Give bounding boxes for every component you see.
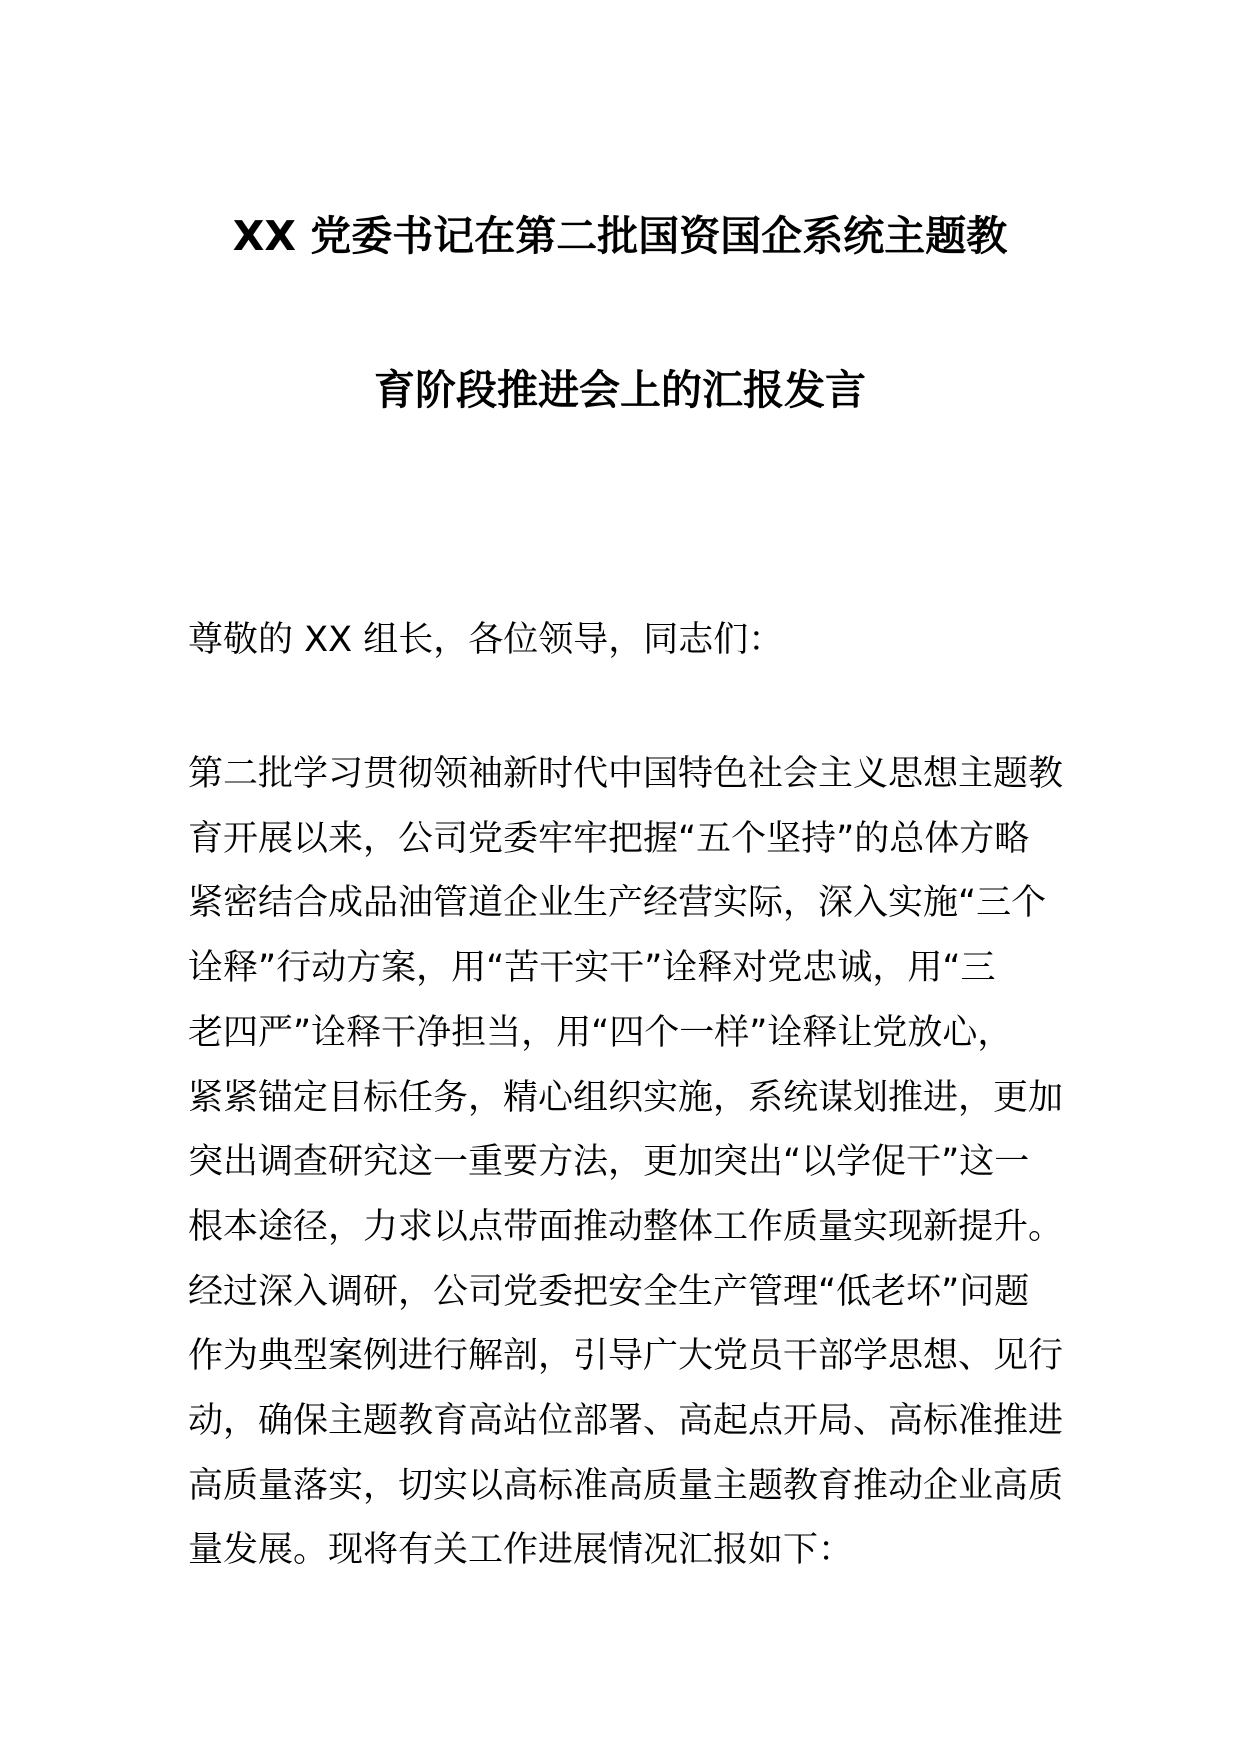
paragraph-line: 紧密结合成品油管道企业生产经营实际，深入实施“三个	[188, 883, 1047, 924]
paragraph-line: 量发展。现将有关工作进展情况汇报如下：	[188, 1530, 854, 1571]
paragraph-line: 突出调查研究这一重要方法，更加突出“以学促干”这一	[188, 1142, 1030, 1183]
paragraph-line: 根本途径，力求以点带面推动整体工作质量实现新提升。	[188, 1206, 1064, 1247]
body-paragraph	[188, 742, 1064, 1582]
paragraph-line: 第二批学习贯彻领袖新时代中国特色社会主义思想主题教	[188, 754, 1064, 794]
paragraph-line: 高质量落实，切实以高标准高质量主题教育推动企业高质	[188, 1465, 1064, 1506]
salutation: 尊敬的 XX 组长，各位领导，同志们：	[188, 620, 784, 660]
document-title-line-2: 育阶段推进会上的汇报发言	[374, 366, 866, 414]
paragraph-line: 紧紧锚定目标任务，精心组织实施，系统谋划推进，更加	[188, 1077, 1064, 1118]
document-title-line-1: XX 党委书记在第二批国资国企系统主题教	[232, 212, 1008, 260]
paragraph-line: 育开展以来，公司党委牢牢把握“五个坚持”的总体方略	[188, 818, 1030, 859]
paragraph-line: 作为典型案例进行解剖，引导广大党员干部学思想、见行	[188, 1336, 1064, 1377]
paragraph-line: 老四严”诠释干净担当，用“四个一样”诠释让党放心，	[188, 1012, 1013, 1053]
paragraph-line: 经过深入调研，公司党委把安全生产管理“低老坏”问题	[188, 1271, 1030, 1312]
paragraph-line: 诠释”行动方案，用“苦干实干”诠释对党忠诚，用“三	[188, 948, 996, 989]
paragraph-line: 动，确保主题教育高站位部署、高起点开局、高标准推进	[188, 1401, 1064, 1441]
